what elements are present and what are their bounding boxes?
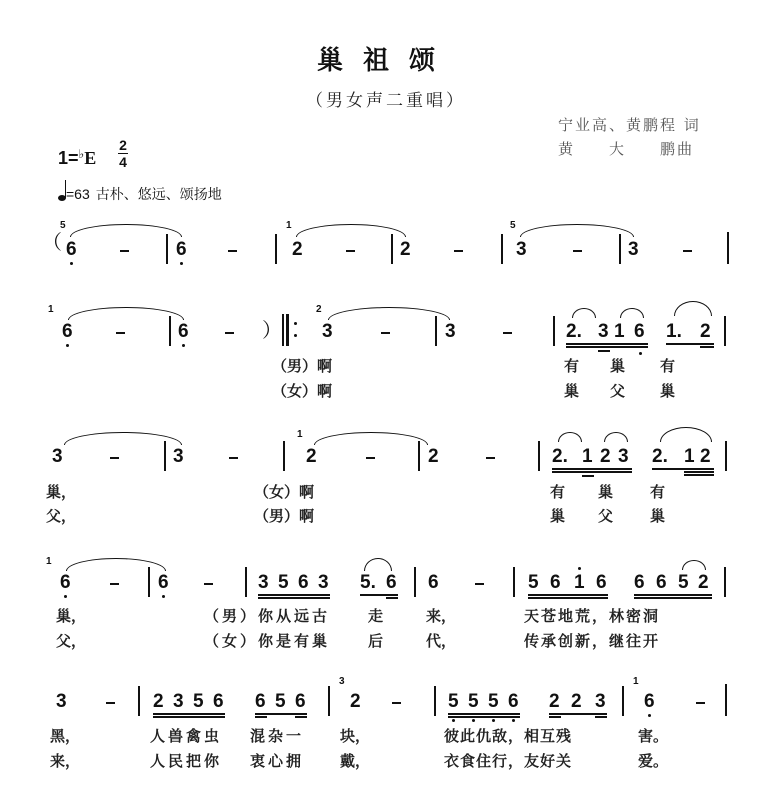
beam-line — [598, 350, 610, 352]
note: 6 — [634, 572, 645, 593]
dash — [392, 702, 401, 704]
lyric-male: 有 — [564, 357, 580, 375]
beam-line — [258, 597, 330, 599]
note: 2 — [571, 691, 582, 712]
note: 3 — [173, 691, 184, 712]
dash — [116, 332, 125, 334]
beam-line — [684, 474, 714, 476]
barline — [513, 567, 515, 597]
beam-line — [552, 468, 632, 470]
lyric-line-b: 巢 — [550, 507, 566, 525]
time-top: 2 — [119, 137, 127, 153]
lyric-line-a: 彼此仇敌，相互残 — [444, 727, 573, 745]
barline — [724, 567, 726, 597]
note: 2 — [698, 572, 709, 593]
lyric-line-a: 块， — [340, 727, 371, 745]
repeat-dot — [294, 322, 297, 325]
note: 3 — [618, 446, 629, 467]
note: 2. — [566, 321, 582, 342]
beam-line — [634, 594, 712, 596]
note: 6 — [62, 321, 73, 342]
song-title: 巢祖颂 — [316, 46, 455, 76]
note: 5 — [678, 572, 689, 593]
beam-line — [652, 468, 714, 470]
lyric-line-a: 天苍地荒，林密洞 — [524, 607, 661, 625]
beam-line — [295, 716, 307, 718]
tempo-expression: 古朴、悠远、颂扬地 — [95, 187, 222, 203]
note: 5 — [275, 691, 286, 712]
barline — [245, 567, 247, 597]
lyric-line-b: 衣食住行，友好关 — [444, 752, 573, 770]
paren-open: （ — [42, 230, 62, 254]
time-signature — [118, 138, 128, 169]
beam-line — [549, 713, 607, 715]
tie — [296, 224, 406, 237]
slur — [682, 560, 706, 570]
barline — [275, 234, 277, 264]
note: 3 — [52, 446, 63, 467]
beam-line — [153, 713, 225, 715]
beam-line — [634, 597, 712, 599]
lyric-line-b: 父 — [598, 507, 614, 525]
beam-line — [360, 594, 398, 596]
note: 6 — [178, 321, 189, 342]
quarter-note-icon — [58, 195, 66, 201]
note: 3 — [173, 446, 184, 467]
note: 2 — [400, 239, 411, 260]
barline — [725, 684, 727, 716]
note: 5 — [528, 572, 539, 593]
note: 3 — [628, 239, 639, 260]
grace-note: 2 — [316, 304, 322, 315]
lyric-line-a: 巢， — [56, 607, 87, 625]
note: 3 — [595, 691, 606, 712]
note: 2 — [700, 446, 711, 467]
lyric-line-b: 人民把你 — [150, 752, 223, 770]
lyric-line-a: 害。 — [638, 727, 669, 745]
barline — [418, 441, 420, 471]
beam-line — [448, 716, 520, 718]
dash — [381, 332, 390, 334]
barline — [619, 234, 621, 264]
note: 6 — [255, 691, 266, 712]
lyric-line-b: 戴， — [340, 752, 371, 770]
dash — [346, 250, 355, 252]
dash — [110, 583, 119, 585]
note: 6 — [60, 572, 71, 593]
time-bottom: 4 — [119, 154, 127, 170]
low-octave-dot — [639, 352, 642, 355]
dash — [120, 250, 129, 252]
lyric-line-b: 父， — [56, 632, 87, 650]
paren-close: ） — [262, 318, 282, 342]
beam-line — [153, 716, 225, 718]
note: 2 — [600, 446, 611, 467]
note: 2 — [428, 446, 439, 467]
tie — [68, 307, 184, 320]
lyricist-credit: 宁业高、黄鹏程 词 — [558, 116, 701, 134]
song-subtitle: （男女声二重唱） — [306, 91, 466, 111]
lyric-line-a: 混杂一 — [250, 727, 305, 745]
lyric-line-a: 巢 — [598, 483, 614, 501]
beam-line — [700, 346, 714, 348]
note: 5 — [448, 691, 459, 712]
grace-note: 1 — [297, 429, 303, 440]
note: 6 — [550, 572, 561, 593]
grace-note: 1 — [46, 556, 52, 567]
note: 6 — [596, 572, 607, 593]
note: 6 — [158, 572, 169, 593]
repeat-barline-thin — [282, 314, 284, 346]
tie — [314, 432, 428, 445]
beam-line — [255, 716, 267, 718]
lyric-female: 巢 — [564, 382, 580, 400]
beam-line — [549, 716, 561, 718]
dash — [503, 332, 512, 334]
slur — [660, 427, 712, 442]
grace-note: 1 — [286, 220, 292, 231]
lyric-line-b: 巢 — [650, 507, 666, 525]
barline — [553, 316, 555, 346]
note: 2. — [552, 446, 568, 467]
dash — [366, 457, 375, 459]
low-octave-dot — [512, 719, 515, 722]
beam-line — [666, 343, 714, 345]
key-note: E — [84, 148, 97, 168]
note: 2 — [700, 321, 711, 342]
dash — [229, 457, 238, 459]
barline — [328, 686, 330, 716]
note: 5. — [360, 572, 376, 593]
barline — [148, 567, 150, 597]
note: 2 — [292, 239, 303, 260]
lyric-female: 父 — [610, 382, 626, 400]
note: 3 — [322, 321, 333, 342]
slur — [604, 432, 628, 442]
lyric-line-b: （女）你是有巢 — [204, 632, 331, 650]
beam-line — [448, 713, 520, 715]
note: 2 — [153, 691, 164, 712]
note: 5 — [488, 691, 499, 712]
note: 5 — [278, 572, 289, 593]
low-octave-dot — [162, 595, 165, 598]
lyric-line-b: 爱。 — [638, 752, 669, 770]
barline — [169, 316, 171, 346]
key-prefix: 1= — [58, 148, 79, 168]
note: 6 — [66, 239, 77, 260]
beam-line — [552, 471, 632, 473]
dash — [475, 583, 484, 585]
grace-note: 1 — [633, 676, 639, 687]
tie — [328, 307, 450, 320]
flat-icon: ♭ — [78, 147, 85, 161]
lyric-female: （女）啊 — [272, 382, 333, 400]
note: 6 — [644, 691, 655, 712]
beam-line — [386, 597, 398, 599]
low-octave-dot — [648, 714, 651, 717]
dash — [573, 250, 582, 252]
lyric-line-a: 走 — [368, 607, 384, 625]
barline — [138, 686, 140, 716]
beam-line — [684, 471, 714, 473]
barline — [538, 441, 540, 471]
repeat-dot — [294, 334, 297, 337]
lyric-line-a: （男）你从远古 — [204, 607, 331, 625]
dash — [106, 702, 115, 704]
tempo-value: =63 — [66, 186, 90, 202]
dash — [486, 457, 495, 459]
slur — [572, 308, 596, 318]
lyric-line-b: 父， — [46, 507, 77, 525]
note: 6 — [634, 321, 645, 342]
note: 1 — [684, 446, 695, 467]
lyric-line-a: 有 — [650, 483, 666, 501]
note: 6 — [176, 239, 187, 260]
dash — [110, 457, 119, 459]
note: 3 — [318, 572, 329, 593]
low-octave-dot — [64, 595, 67, 598]
note: 3 — [445, 321, 456, 342]
lyric-line-b: 传承创新，继往开 — [524, 632, 661, 650]
lyric-line-a: 有 — [550, 483, 566, 501]
lyric-line-a: 人兽禽虫 — [150, 727, 223, 745]
beam-line — [255, 713, 307, 715]
beam-line — [566, 343, 648, 345]
composer-credit: 黄 大 鹏曲 — [558, 140, 695, 158]
beam-line — [528, 597, 608, 599]
barline — [414, 567, 416, 597]
low-octave-dot — [182, 344, 185, 347]
note: 6 — [386, 572, 397, 593]
note: 1. — [666, 321, 682, 342]
low-octave-dot — [472, 719, 475, 722]
note: 6 — [298, 572, 309, 593]
beam-line — [528, 594, 608, 596]
beam-line — [595, 716, 607, 718]
grace-note: 5 — [60, 220, 66, 231]
barline — [622, 686, 624, 716]
note: 2 — [350, 691, 361, 712]
note: 6 — [508, 691, 519, 712]
lyric-line-a: 来， — [426, 607, 457, 625]
dash — [683, 250, 692, 252]
low-octave-dot — [70, 262, 73, 265]
barline — [724, 316, 726, 346]
low-octave-dot — [492, 719, 495, 722]
grace-note: 3 — [339, 676, 345, 687]
lyric-line-a: （女）啊 — [254, 483, 315, 501]
note: 6 — [656, 572, 667, 593]
lyric-male: （男）啊 — [272, 357, 333, 375]
low-octave-dot — [180, 262, 183, 265]
dash — [204, 583, 213, 585]
note: 2 — [549, 691, 560, 712]
barline — [164, 441, 166, 471]
lyric-line-b: 来， — [50, 752, 81, 770]
beam-line — [582, 475, 594, 477]
lyric-line-b: 后 — [368, 632, 384, 650]
lyric-line-b: （男）啊 — [254, 507, 315, 525]
beam-line — [566, 346, 648, 348]
grace-note: 5 — [510, 220, 516, 231]
high-octave-dot — [578, 567, 581, 570]
lyric-line-a: 巢， — [46, 483, 77, 501]
barline — [501, 234, 503, 264]
lyric-line-b: 代， — [426, 632, 457, 650]
note: 6 — [213, 691, 224, 712]
barline — [283, 441, 285, 471]
tie — [66, 558, 166, 571]
barline — [434, 686, 436, 716]
slur — [364, 558, 392, 571]
tempo-marking — [58, 184, 222, 204]
tie — [520, 224, 634, 237]
barline — [166, 234, 168, 264]
note: 3 — [56, 691, 67, 712]
note: 6 — [295, 691, 306, 712]
note: 1 — [582, 446, 593, 467]
low-octave-dot — [452, 719, 455, 722]
grace-note: 1 — [48, 304, 54, 315]
lyric-male: 巢 — [610, 357, 626, 375]
barline — [391, 234, 393, 264]
note: 2. — [652, 446, 668, 467]
repeat-barline-thick — [286, 314, 289, 346]
note: 3 — [516, 239, 527, 260]
note: 1 — [614, 321, 625, 342]
dash — [228, 250, 237, 252]
lyric-female: 巢 — [660, 382, 676, 400]
note: 5 — [468, 691, 479, 712]
dash — [696, 702, 705, 704]
lyric-line-a: 黑， — [50, 727, 81, 745]
key-signature — [58, 147, 96, 169]
barline — [435, 316, 437, 346]
barline — [727, 232, 729, 264]
dash — [454, 250, 463, 252]
note-high: 1 — [574, 572, 585, 593]
note: 5 — [193, 691, 204, 712]
note: 3 — [258, 572, 269, 593]
note: 2 — [306, 446, 317, 467]
lyric-male: 有 — [660, 357, 676, 375]
low-octave-dot — [66, 344, 69, 347]
slur — [674, 301, 712, 316]
beam-line — [258, 594, 330, 596]
slur — [620, 308, 644, 318]
slur — [558, 432, 582, 442]
note: 3 — [598, 321, 609, 342]
lyric-line-b: 衷心拥 — [250, 752, 305, 770]
dash — [225, 332, 234, 334]
note: 6 — [428, 572, 439, 593]
barline — [725, 441, 727, 471]
